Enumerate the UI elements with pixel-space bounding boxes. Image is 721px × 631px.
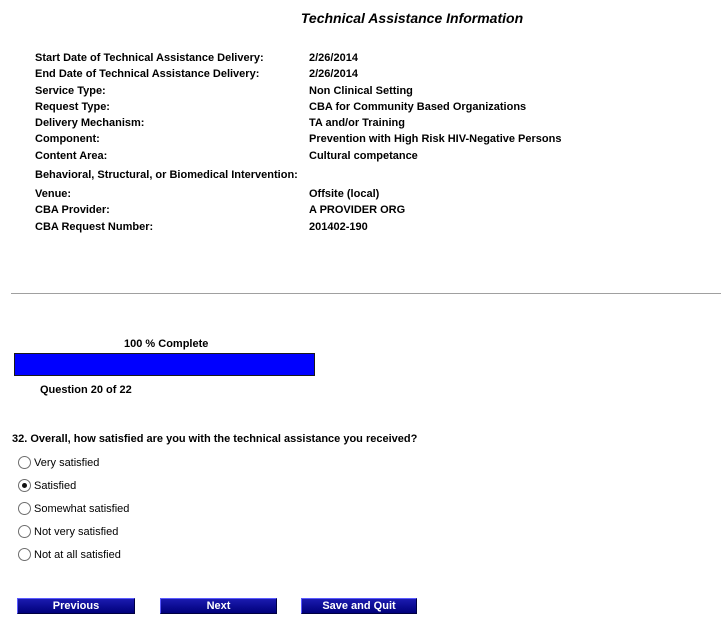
option-label: Satisfied (34, 479, 77, 492)
info-value: 2/26/2014 (309, 68, 358, 81)
progress-fill (15, 354, 314, 375)
option-not-very-satisfied[interactable] (18, 520, 129, 543)
info-value: A PROVIDER ORG (309, 204, 406, 217)
info-label: Start Date of Technical Assistance Delivery: (35, 52, 264, 64)
info-label: Delivery Mechanism: (35, 117, 145, 130)
radio-button[interactable] (18, 479, 31, 492)
info-label: End Date of Technical Assistance Delivery: (35, 68, 260, 81)
option-label: Very satisfied (34, 456, 100, 469)
info-value: CBA for Community Based Organizations (309, 100, 527, 113)
question-counter: Question 20 of 22 (40, 384, 132, 396)
answer-options (18, 451, 129, 566)
option-label: Not at all satisfied (34, 548, 121, 561)
info-value: Offsite (local) (309, 188, 380, 201)
info-value: Cultural competance (309, 149, 418, 162)
radio-button[interactable] (18, 548, 31, 561)
option-label: Not very satisfied (34, 525, 119, 538)
info-label: Request Type: (35, 100, 110, 113)
info-label: CBA Request Number: (35, 220, 154, 233)
previous-button[interactable]: Previous (17, 598, 135, 614)
save-and-quit-button[interactable]: Save and Quit (301, 598, 417, 614)
info-label: CBA Provider: (35, 204, 110, 217)
section-divider (11, 293, 721, 294)
info-label: Venue: (35, 188, 72, 201)
option-not-at-all-satisfied[interactable] (18, 543, 129, 566)
info-label: Service Type: (35, 84, 106, 97)
info-value: TA and/or Training (309, 117, 405, 130)
option-somewhat-satisfied[interactable] (18, 497, 129, 520)
progress-bar (14, 353, 315, 376)
option-very-satisfied[interactable] (18, 451, 129, 474)
info-value: Prevention with High Risk HIV-Negative Persons (309, 133, 562, 146)
info-label: Behavioral, Structural, or Biomedical Intervention: (35, 169, 298, 182)
question-text: 32. Overall, how satisfied are you with the technical assistance you received? (12, 433, 418, 445)
radio-button[interactable] (18, 525, 31, 538)
option-label: Somewhat satisfied (34, 502, 130, 515)
radio-button[interactable] (18, 502, 31, 515)
radio-button[interactable] (18, 456, 31, 469)
info-label: Content Area: (35, 149, 108, 162)
info-value: Non Clinical Setting (309, 84, 413, 97)
option-satisfied[interactable] (18, 474, 129, 497)
progress-label: 100 % Complete (124, 338, 209, 350)
info-value: 201402-190 (309, 220, 368, 233)
info-label: Component: (35, 133, 100, 146)
page-title: Technical Assistance Information (300, 10, 524, 26)
info-value: 2/26/2014 (309, 52, 358, 64)
next-button[interactable]: Next (160, 598, 277, 614)
